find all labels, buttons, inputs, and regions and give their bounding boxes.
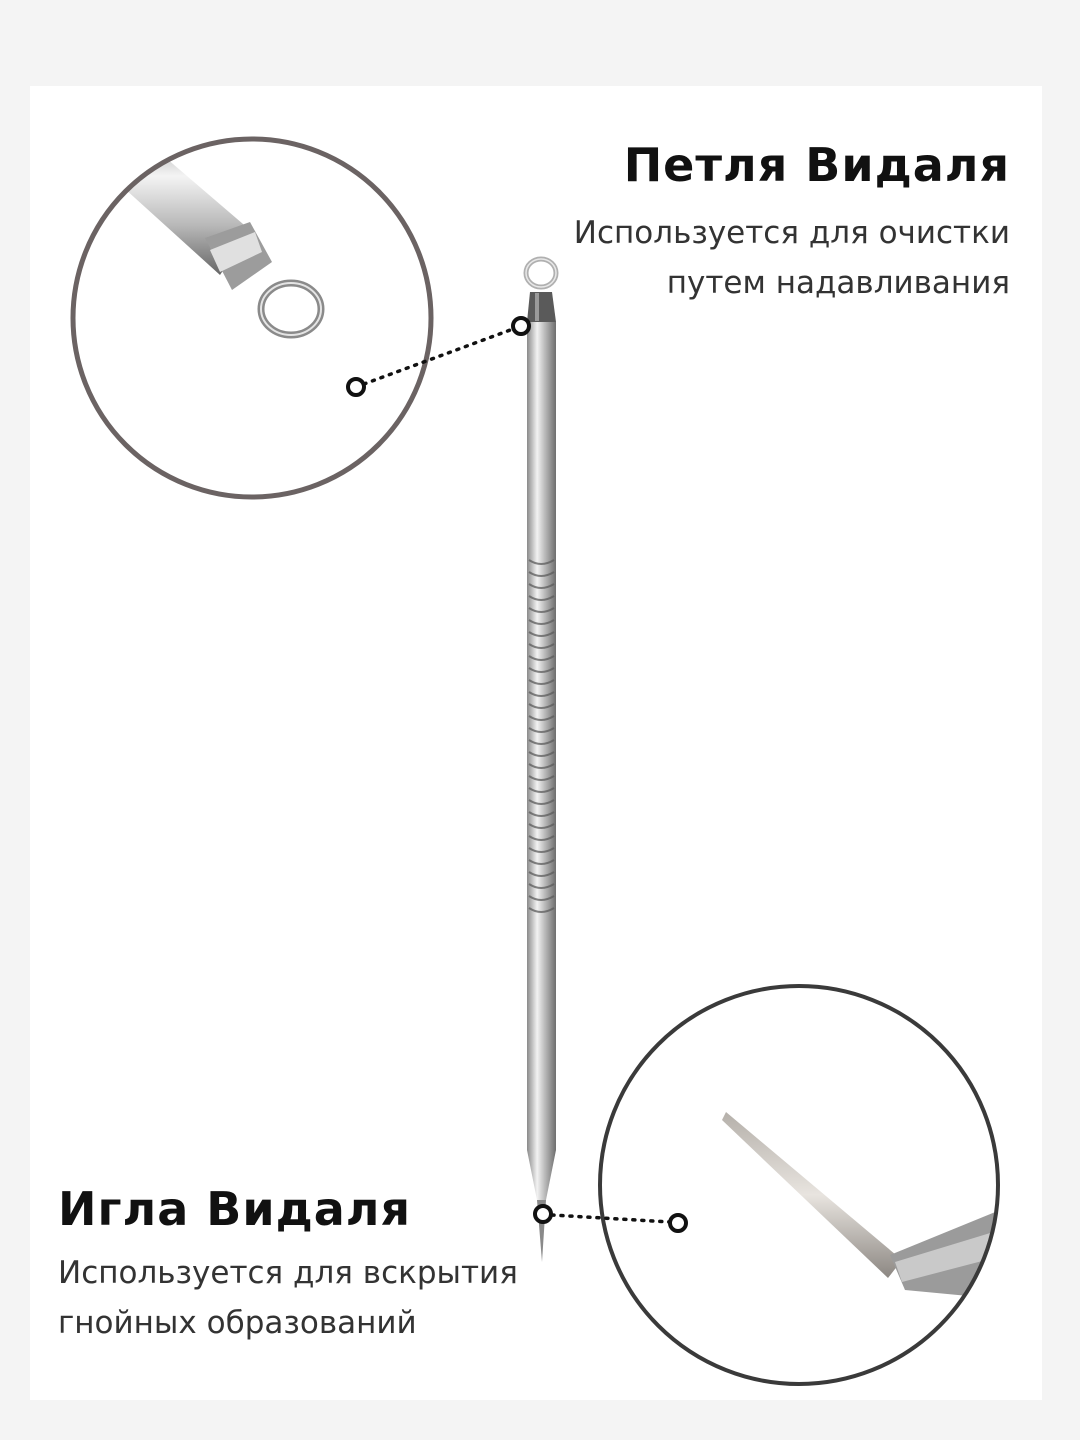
tool-grip [527, 555, 556, 915]
tool-crimp [527, 292, 556, 322]
connector-bottom-dot-start [535, 1206, 551, 1222]
connector-top-dot-start [348, 379, 364, 395]
connector-top-dot-end [513, 318, 529, 334]
zoom-circle-loop [60, 110, 431, 497]
zoom-circle-needle [600, 986, 1010, 1384]
needle-title: Игла Видаля [58, 1182, 411, 1236]
tool-body [526, 259, 556, 1262]
loop-description-line-2: путем надавливания [666, 265, 1010, 301]
loop-description [574, 208, 1010, 308]
loop-description-line-1: Используется для очистки [573, 215, 1010, 251]
needle-description-line-2: гнойных образований [58, 1305, 417, 1341]
needle-description-line-1: Используется для вскрытия [58, 1255, 518, 1291]
connector-bottom-dot-end [670, 1215, 686, 1231]
needle-description [58, 1248, 518, 1348]
tool-needle-taper [527, 1150, 556, 1200]
loop-title: Петля Видаля [623, 138, 1010, 192]
